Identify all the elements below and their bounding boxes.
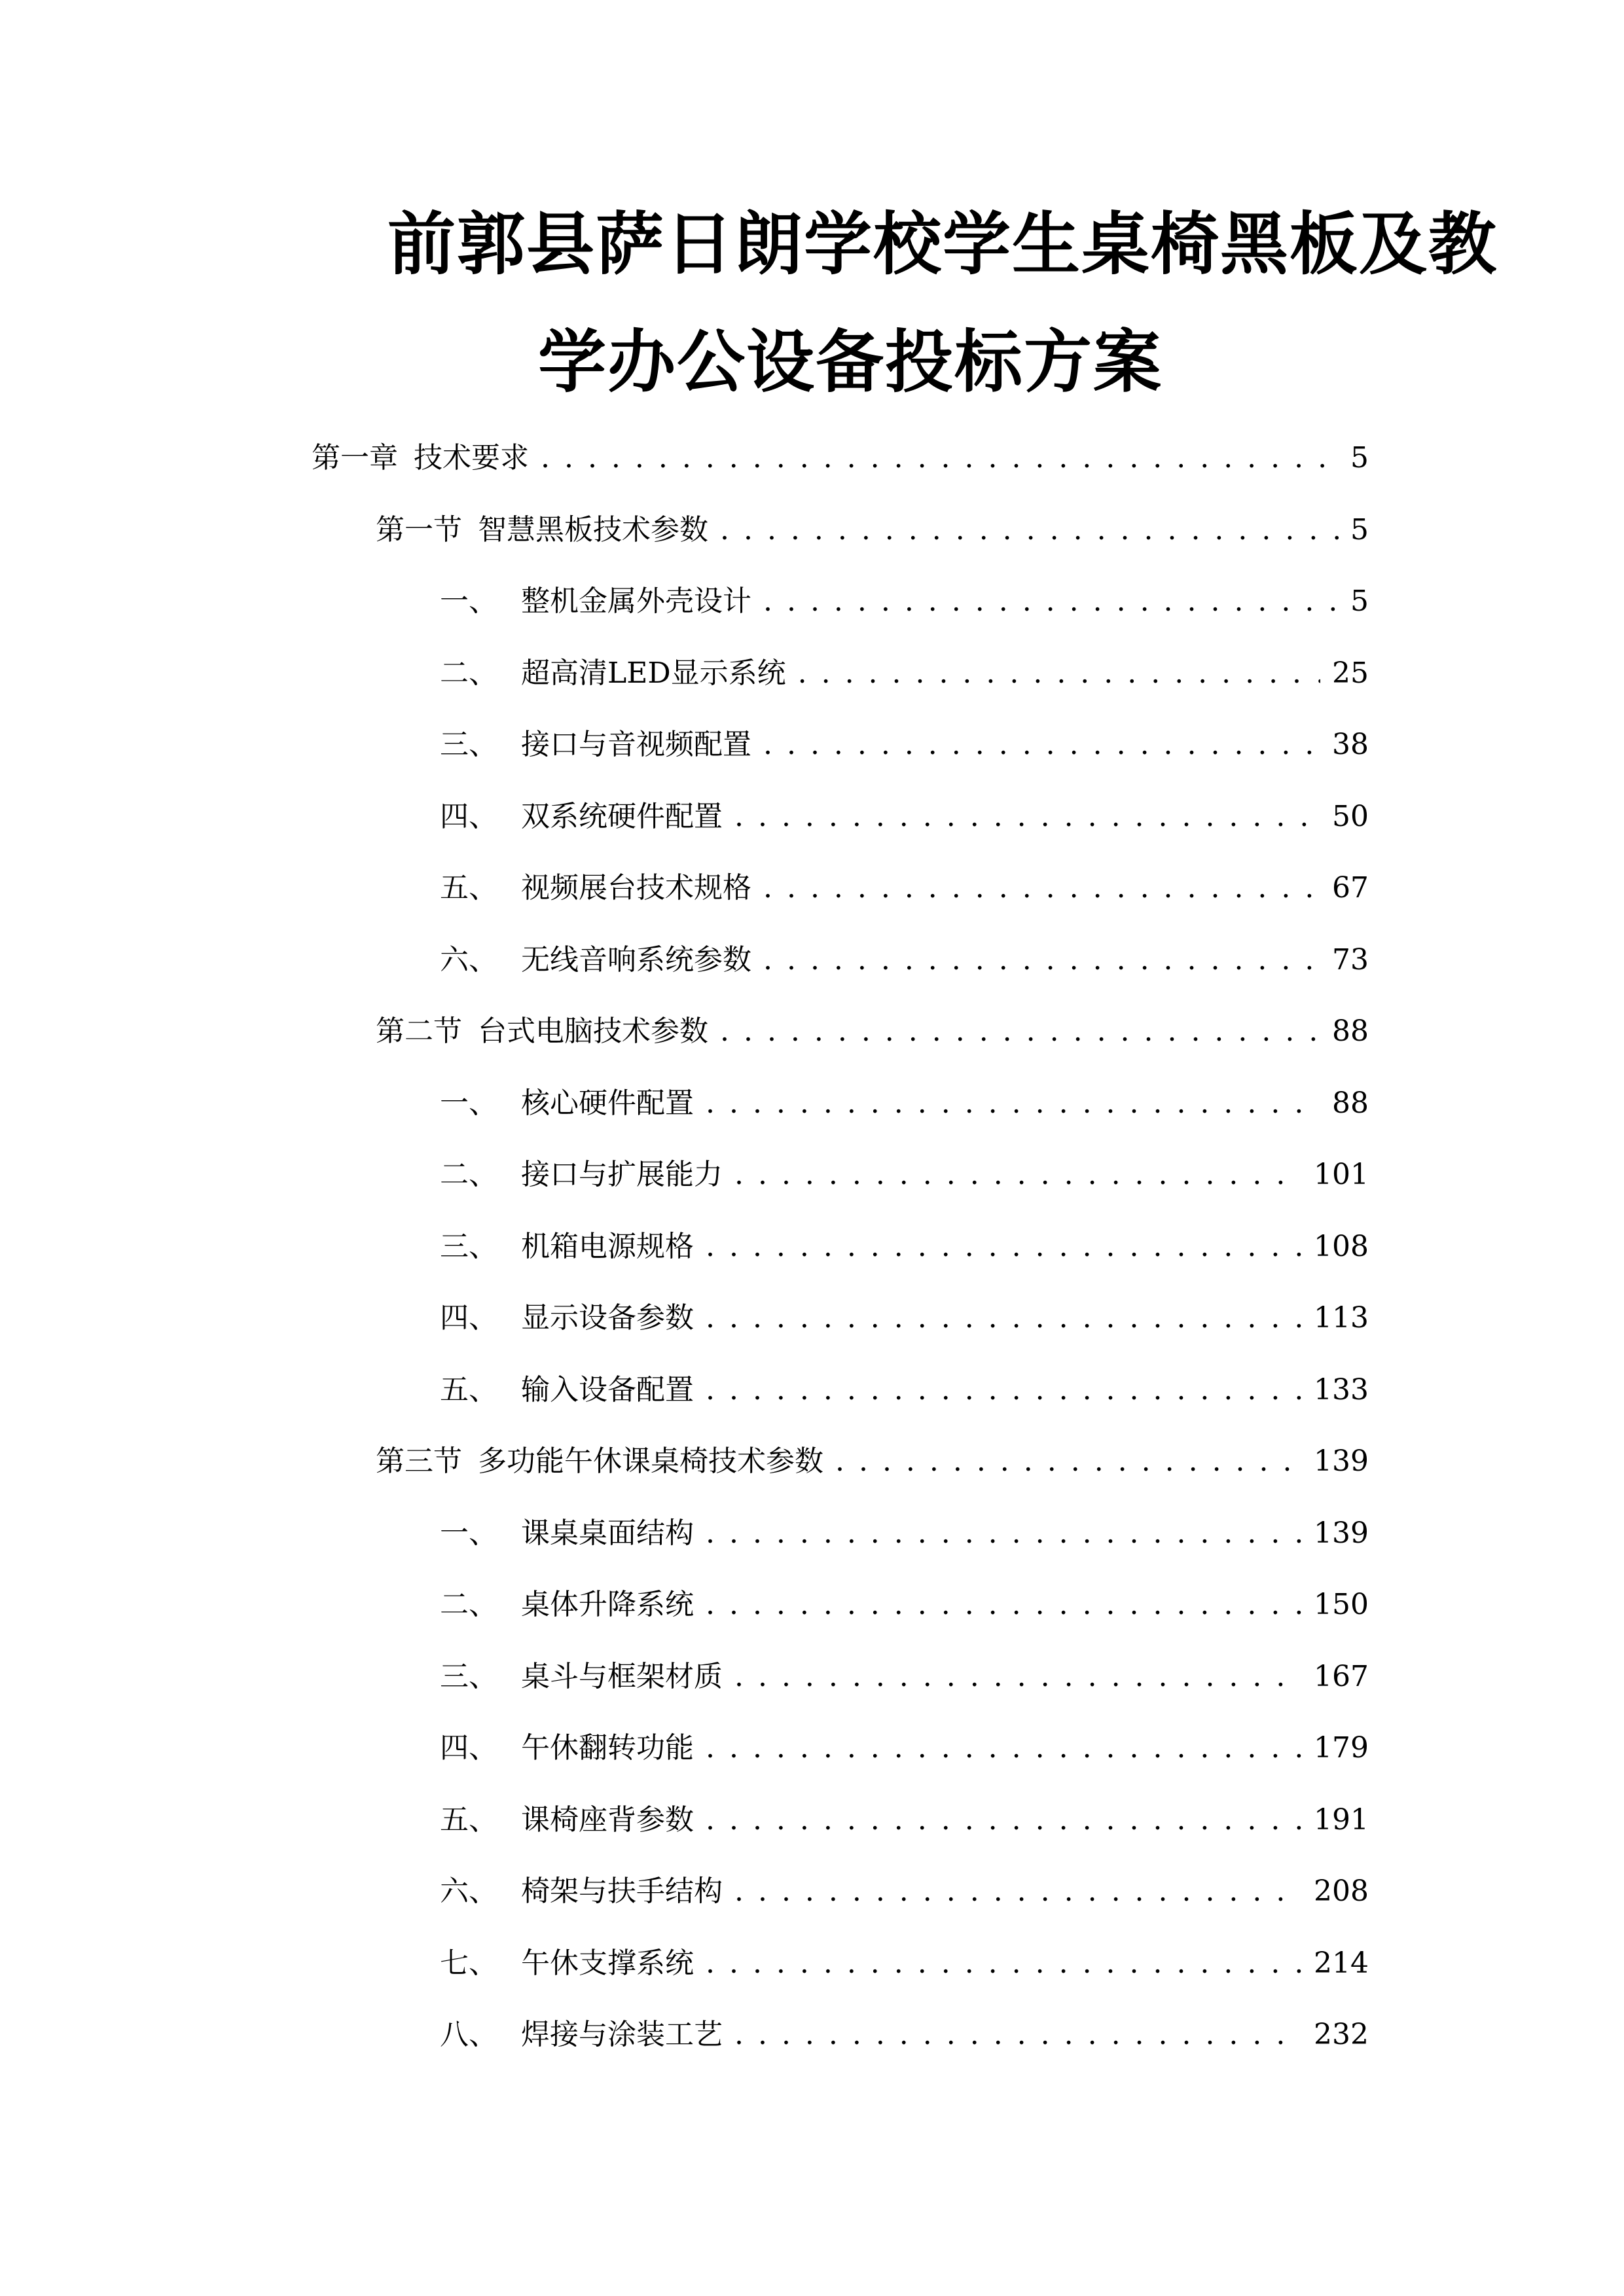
toc-entry-label: 桌斗与框架材质 — [521, 1659, 723, 1693]
toc-entry-page-number: 88 — [1332, 1086, 1369, 1120]
toc-entry-page-number: 179 — [1314, 1731, 1369, 1765]
toc-entry[interactable] — [440, 719, 1369, 771]
toc-entry[interactable] — [440, 1364, 1369, 1416]
toc-entry[interactable] — [440, 575, 1369, 628]
toc-entry[interactable] — [312, 432, 1369, 484]
toc-entry-page-number: 150 — [1314, 1588, 1369, 1621]
toc-entry-number: 四、 — [440, 1301, 497, 1335]
toc-entry-label: 无线音响系统参数 — [521, 942, 751, 977]
toc-entry-label: 整机金属外壳设计 — [521, 584, 751, 618]
toc-entry-number: 八、 — [440, 2018, 497, 2051]
toc-entry-page-number: 214 — [1314, 1946, 1369, 1980]
toc-entry-number: 一、 — [440, 584, 497, 618]
toc-dot-leader — [763, 719, 1320, 771]
toc-entry-label: 接口与扩展能力 — [521, 1158, 723, 1191]
toc-entry-page-number: 113 — [1314, 1301, 1369, 1335]
toc-entry[interactable] — [440, 1579, 1369, 1631]
toc-entry-number: 三、 — [440, 1659, 497, 1693]
toc-entry-page-number: 73 — [1332, 942, 1369, 977]
toc-entry[interactable] — [376, 1435, 1369, 1488]
toc-dot-leader — [734, 1865, 1302, 1918]
toc-entry-label: 多功能午休课桌椅技术参数 — [478, 1444, 823, 1478]
toc-dot-leader — [706, 1794, 1302, 1846]
toc-entry[interactable] — [440, 934, 1369, 986]
toc-entry-page-number: 50 — [1332, 799, 1369, 833]
toc-entry-page-number: 88 — [1332, 1014, 1369, 1048]
toc-entry-label: 核心硬件配置 — [521, 1086, 694, 1120]
toc-entry-label: 技术要求 — [414, 441, 529, 475]
toc-entry-label: 机箱电源规格 — [521, 1229, 694, 1263]
toc-entry-page-number: 208 — [1314, 1874, 1369, 1908]
toc-entry-page-number: 5 — [1350, 584, 1369, 618]
toc-entry-number: 二、 — [440, 656, 497, 690]
toc-entry-label: 课椅座背参数 — [521, 1803, 694, 1837]
toc-entry-number: 四、 — [440, 799, 497, 833]
toc-dot-leader — [763, 575, 1339, 628]
toc-dot-leader — [706, 1221, 1302, 1273]
toc-dot-leader — [706, 1937, 1302, 1990]
toc-entry-number: 三、 — [440, 728, 497, 761]
toc-entry[interactable] — [376, 1005, 1369, 1058]
toc-entry-number: 第二节 — [376, 1014, 462, 1048]
toc-entry-label: 课桌桌面结构 — [521, 1516, 694, 1550]
toc-entry-label: 双系统硬件配置 — [521, 799, 723, 833]
toc-entry[interactable] — [440, 1077, 1369, 1130]
toc-entry-label: 焊接与涂装工艺 — [521, 2018, 723, 2051]
toc-entry[interactable] — [440, 1865, 1369, 1918]
toc-entry-label: 输入设备配置 — [521, 1372, 694, 1407]
toc-entry-number: 第三节 — [376, 1444, 462, 1478]
toc-entry-label: 午休翻转功能 — [521, 1731, 694, 1765]
toc-dot-leader — [706, 1507, 1302, 1560]
toc-entry-label: 接口与音视频配置 — [521, 728, 751, 761]
toc-entry[interactable] — [440, 1937, 1369, 1990]
toc-entry[interactable] — [440, 2009, 1369, 2061]
toc-entry-label: 椅架与扶手结构 — [521, 1874, 723, 1908]
toc-dot-leader — [798, 647, 1320, 700]
toc-entry-page-number: 67 — [1332, 871, 1369, 905]
toc-dot-leader — [835, 1435, 1302, 1488]
toc-dot-leader — [734, 1149, 1302, 1201]
toc-entry-page-number: 101 — [1314, 1158, 1369, 1191]
toc-entry[interactable] — [440, 1149, 1369, 1201]
toc-entry-label: 午休支撑系统 — [521, 1946, 694, 1980]
toc-entry-page-number: 38 — [1332, 728, 1369, 761]
toc-entry[interactable] — [440, 1507, 1369, 1560]
toc-entry-number: 五、 — [440, 1372, 497, 1407]
toc-entry-page-number: 139 — [1314, 1516, 1369, 1550]
toc-dot-leader — [706, 1364, 1302, 1416]
document-title-line-2: 学办公设备投标方案 — [538, 322, 1163, 402]
toc-entry-page-number: 133 — [1314, 1372, 1369, 1407]
toc-entry-number: 一、 — [440, 1516, 497, 1550]
toc-dot-leader — [763, 934, 1320, 986]
toc-dot-leader — [706, 1077, 1320, 1130]
toc-dot-leader — [720, 504, 1339, 556]
document-title-line-1: 前郭县萨日朗学校学生桌椅黑板及教 — [388, 204, 1498, 284]
toc-entry-label: 显示设备参数 — [521, 1301, 694, 1335]
toc-entry-number: 六、 — [440, 1874, 497, 1908]
toc-entry[interactable] — [440, 1651, 1369, 1703]
toc-entry-page-number: 232 — [1314, 2018, 1369, 2051]
toc-dot-leader — [734, 1651, 1302, 1703]
toc-dot-leader — [706, 1292, 1302, 1344]
toc-entry[interactable] — [376, 504, 1369, 556]
toc-dot-leader — [706, 1722, 1302, 1774]
toc-entry-number: 二、 — [440, 1588, 497, 1621]
toc-entry-number: 第一节 — [376, 512, 462, 547]
toc-entry-number: 四、 — [440, 1731, 497, 1765]
toc-entry-number: 三、 — [440, 1229, 497, 1263]
toc-entry-label: 桌体升降系统 — [521, 1588, 694, 1621]
toc-entry-page-number: 5 — [1350, 441, 1369, 475]
toc-entry-number: 一、 — [440, 1086, 497, 1120]
toc-entry-number: 六、 — [440, 942, 497, 977]
toc-dot-leader — [763, 862, 1320, 914]
toc-entry-number: 第一章 — [312, 441, 398, 475]
toc-dot-leader — [734, 2009, 1302, 2061]
toc-entry[interactable] — [440, 862, 1369, 914]
toc-entry[interactable] — [440, 1794, 1369, 1846]
toc-entry-label: 超高清LED显示系统 — [521, 656, 786, 690]
toc-dot-leader — [706, 1579, 1302, 1631]
toc-entry-page-number: 191 — [1314, 1803, 1369, 1837]
toc-entry[interactable] — [440, 647, 1369, 700]
toc-entry-number: 五、 — [440, 1803, 497, 1837]
toc-dot-leader — [541, 432, 1339, 484]
toc-entry-page-number: 5 — [1350, 512, 1369, 547]
toc-dot-leader — [720, 1005, 1320, 1058]
toc-entry[interactable] — [440, 1722, 1369, 1774]
toc-entry[interactable] — [440, 791, 1369, 843]
toc-entry-page-number: 139 — [1314, 1444, 1369, 1478]
toc-entry-number: 五、 — [440, 871, 497, 905]
toc-entry-number: 二、 — [440, 1158, 497, 1191]
toc-entry-page-number: 25 — [1332, 656, 1369, 690]
toc-entry-label: 视频展台技术规格 — [521, 871, 751, 905]
toc-entry-page-number: 108 — [1314, 1229, 1369, 1263]
toc-entry-page-number: 167 — [1314, 1659, 1369, 1693]
toc-entry-number: 七、 — [440, 1946, 497, 1980]
toc-entry[interactable] — [440, 1292, 1369, 1344]
toc-entry[interactable] — [440, 1221, 1369, 1273]
toc-entry-label: 智慧黑板技术参数 — [478, 512, 708, 547]
toc-entry-label: 台式电脑技术参数 — [478, 1014, 708, 1048]
toc-dot-leader — [734, 791, 1320, 843]
